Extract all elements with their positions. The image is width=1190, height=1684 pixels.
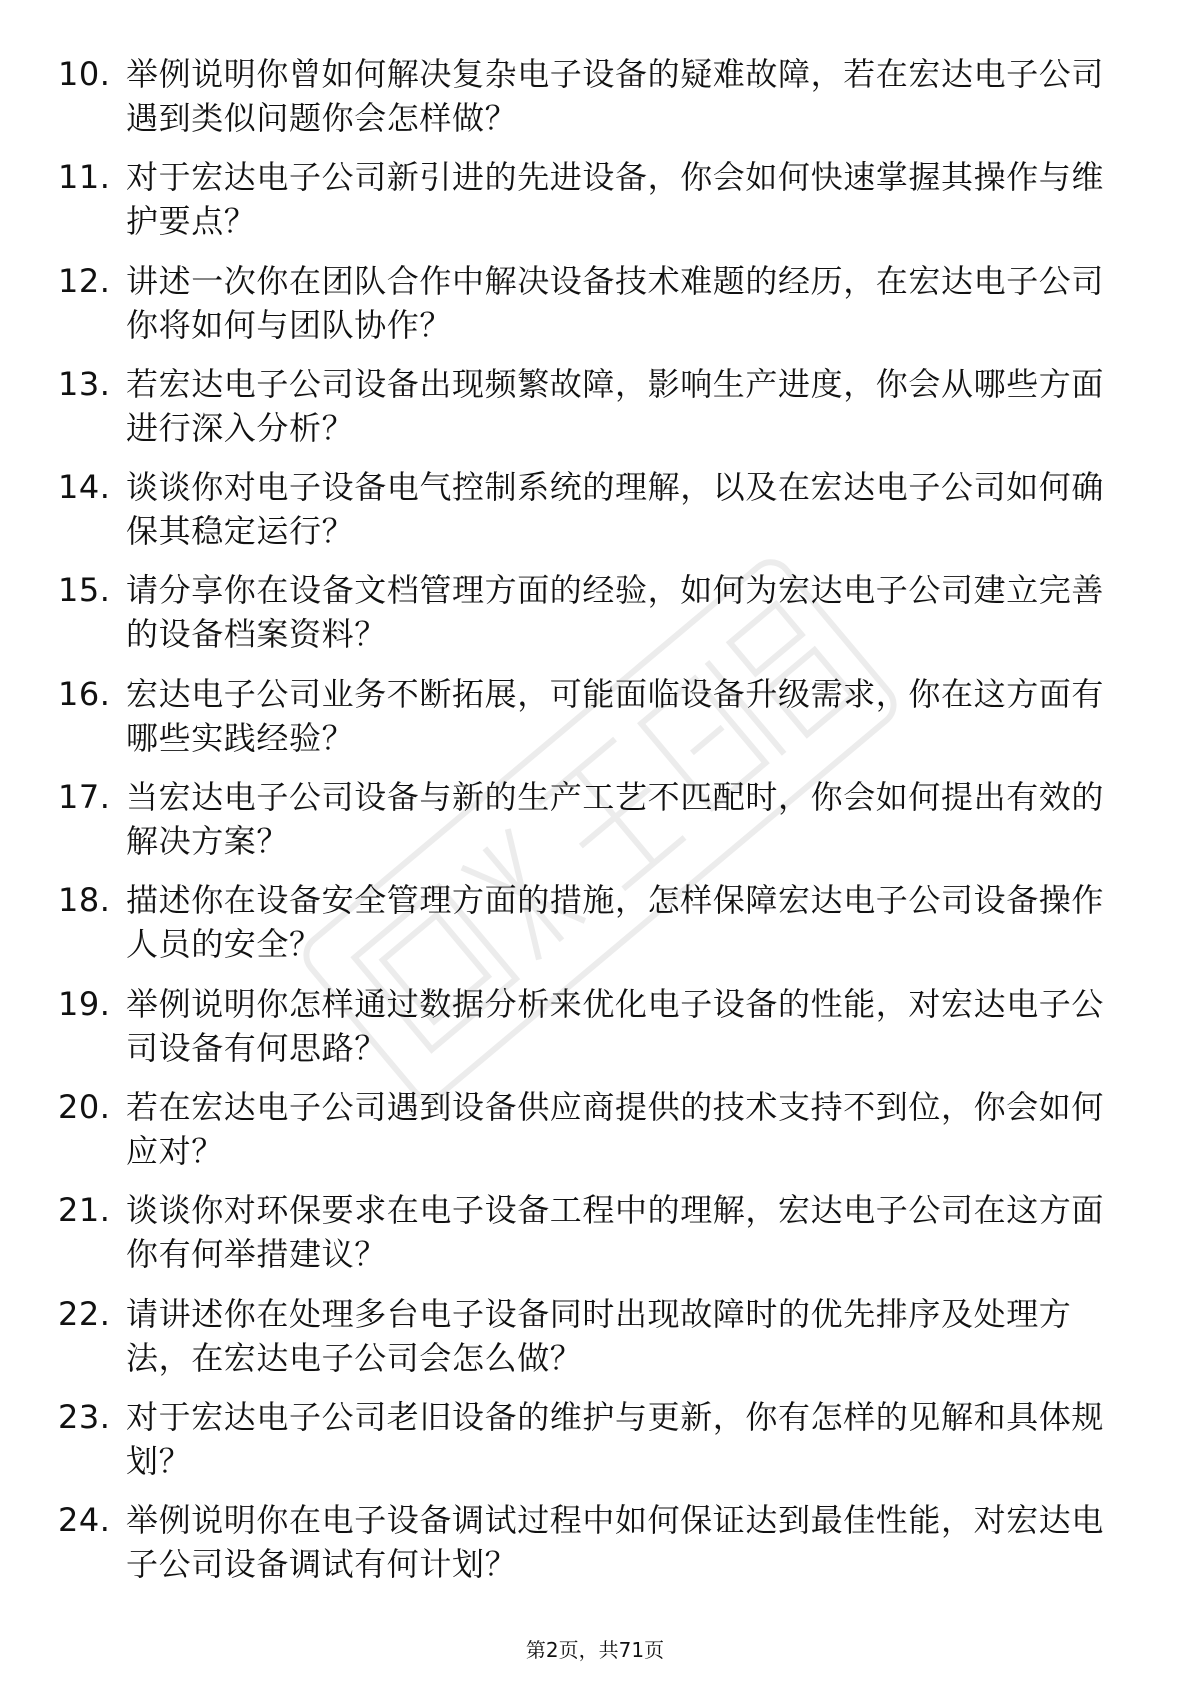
list-item xyxy=(58,568,1118,671)
question-text: 举例说明你曾如何解决复杂电子设备的疑难故障，若在宏达电子公司遇到类似问题你会怎样做？ xyxy=(126,55,1105,137)
list-item xyxy=(58,878,1118,981)
question-text: 请讲述你在处理多台电子设备同时出现故障时的优先排序及处理方法，在宏达电子公司会怎么做？ xyxy=(126,1294,1072,1377)
question-text: 请分享你在设备文档管理方面的经验，如何为宏达电子公司建立完善的设备档案资料？ xyxy=(126,571,1105,654)
question-text: 谈谈你对电子设备电气控制系统的理解，以及在宏达电子公司如何确保其稳定运行？ xyxy=(126,468,1105,551)
list-item xyxy=(58,52,1118,155)
question-text: 宏达电子公司业务不断拓展，可能面临设备升级需求，你在这方面有哪些实践经验？ xyxy=(126,674,1105,757)
list-item xyxy=(58,982,1118,1085)
question-number: 11. xyxy=(58,158,111,197)
question-number: 10. xyxy=(58,55,111,93)
list-item xyxy=(58,775,1118,878)
list-item xyxy=(58,1292,1118,1395)
question-number: 24. xyxy=(58,1501,111,1540)
question-text: 举例说明你怎样通过数据分析来优化电子设备的性能，对宏达电子公司设备有何思路？ xyxy=(126,984,1105,1067)
list-item xyxy=(58,1395,1118,1498)
list-item xyxy=(58,362,1118,465)
list-item xyxy=(58,259,1118,362)
question-text: 描述你在设备安全管理方面的措施，怎样保障宏达电子公司设备操作人员的安全？ xyxy=(126,881,1105,964)
list-item xyxy=(58,1085,1118,1188)
question-list xyxy=(58,52,1118,1601)
question-number: 21. xyxy=(58,1191,111,1230)
question-number: 22. xyxy=(58,1294,111,1333)
question-number: 20. xyxy=(58,1087,111,1126)
question-text: 若宏达电子公司设备出现频繁故障，影响生产进度，你会从哪些方面进行深入分析？ xyxy=(126,364,1105,447)
question-number: 12. xyxy=(58,261,111,300)
question-number: 14. xyxy=(58,468,111,507)
question-number: 23. xyxy=(58,1397,111,1436)
question-text: 对于宏达电子公司新引进的先进设备，你会如何快速掌握其操作与维护要点？ xyxy=(126,158,1105,241)
question-number: 18. xyxy=(58,881,111,920)
question-text: 对于宏达电子公司老旧设备的维护与更新，你有怎样的见解和具体规划？ xyxy=(126,1397,1105,1480)
question-number: 15. xyxy=(58,571,111,610)
page-footer: 第2页，共71页 xyxy=(525,1638,665,1662)
question-text: 当宏达电子公司设备与新的生产工艺不匹配时，你会如何提出有效的解决方案？ xyxy=(126,778,1105,861)
list-item xyxy=(58,1188,1118,1291)
question-text: 举例说明你在电子设备调试过程中如何保证达到最佳性能，对宏达电子公司设备调试有何计划？ xyxy=(126,1501,1105,1584)
question-text: 若在宏达电子公司遇到设备供应商提供的技术支持不到位，你会如何应对？ xyxy=(126,1087,1105,1170)
question-text: 讲述一次你在团队合作中解决设备技术难题的经历，在宏达电子公司你将如何与团队协作？ xyxy=(126,261,1105,344)
list-item xyxy=(58,1498,1118,1601)
list-item xyxy=(58,672,1118,775)
list-item xyxy=(58,465,1118,568)
list-item xyxy=(58,155,1118,258)
question-number: 17. xyxy=(58,778,111,817)
question-number: 19. xyxy=(58,984,111,1023)
question-number: 16. xyxy=(58,674,111,713)
question-number: 13. xyxy=(58,364,111,403)
question-text: 谈谈你对环保要求在电子设备工程中的理解，宏达电子公司在这方面你有何举措建议？ xyxy=(126,1191,1105,1274)
